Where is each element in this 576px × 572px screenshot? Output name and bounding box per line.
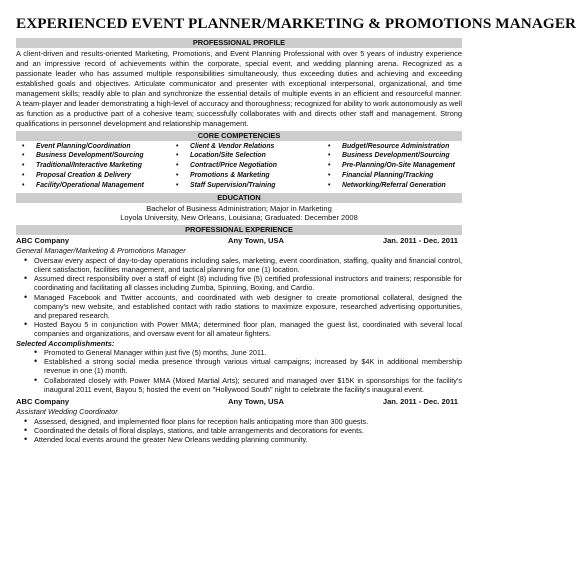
achievement-item: • Collaborated closely with Power MMA (Mixed Martial Arts); secured and managed over $15K in sponsorships for the facility's inaugural 2011 event, Bayou 5; hosted the event on "Hollywood South" night to celebrate the facility's inaugural event. (44, 376, 462, 394)
competency-item: • Financial Planning/Tracking (328, 172, 434, 180)
competency-item: • Location/Site Selection (176, 152, 266, 160)
competency-item: • Event Planning/Coordination (22, 142, 131, 150)
job-company: ABC Company (16, 397, 70, 407)
job-header (16, 236, 462, 246)
competency-item: • Budget/Resource Administration (328, 142, 450, 150)
competencies-grid (16, 142, 462, 191)
achievement-item: • Established a strong social media presence through various virtual campaigns; increased by $4K in additional membership revenue in one (1) month. (44, 357, 462, 375)
resume-title: EXPERIENCED EVENT PLANNER/MARKETING & PROMOTIONS MANAGER (16, 15, 576, 32)
competency-item: • Pre-Planning/On-Site Management (328, 162, 455, 170)
competency-item: • Client & Vendor Relations (176, 142, 275, 150)
competency-item: • Staff Supervision/Training (176, 181, 276, 189)
job-location: Any Town, USA (228, 236, 284, 246)
job-header (16, 397, 462, 407)
competency-item: • Business Development/Sourcing (328, 152, 450, 160)
achievements-heading: Selected Accomplishments: (16, 338, 115, 348)
competency-item: • Networking/Referral Generation (328, 181, 446, 189)
job-dates: Jan. 2011 - Dec. 2011 (382, 236, 458, 246)
competency-item: • Contract/Price Negotiation (176, 162, 277, 170)
achievement-item: • Promoted to General Manager within just five (5) months, June 2011. (44, 348, 462, 357)
job-duties (16, 417, 462, 445)
duty-item: • Attended local events around the greater New Orleans wedding planning community. (34, 435, 462, 444)
profile-text: A client-driven and results-oriented Marketing, Promotions, and Event Planning Professional with over 5 years of industry experience and an impressive record of achievements within the corporate, special event, and wedding planning arena. Recognized as a passionate leader who has assumed multiple responsibilities simultaneously, thus exceeding duties and achieving and exceeding established goals and objectives. Articulate communicator and presenter with exceptional interpersonal, organizational, and time management skills; readily able to plan and synchronize the essential details of multiple events in an efficient and resourceful manner. A team-player and leader demonstrating a high-level of accuracy and thoroughness; recognized for ability to work autonomously as well as function as a productive part of a cohesive team; successfully collaborates with and directs other staff and management. Strong qualifications in personnel development and relationship management. (16, 49, 462, 128)
job-dates: Jan. 2011 - Dec. 2011 (382, 397, 458, 407)
duty-item: • Assumed direct responsibility over a staff of eight (8) including five (5) certified professional instructors and trainers; responsible for coordinating and facilitating all classes including Zumba, Spinning, Boxing, and Cardio. (34, 274, 462, 292)
achievements-list (24, 348, 462, 394)
competency-item: • Promotions & Marketing (176, 172, 270, 180)
duty-item: • Managed Facebook and Twitter accounts, and coordinated with web designer to create promotional collateral, designed the company's new website, and established contact with radio stations to maximize exposure, researched advertising opportunities, and prepared research. (34, 293, 462, 321)
job-entry (16, 397, 462, 444)
job-title: Assistant Wedding Coordinator (16, 407, 118, 417)
job-location: Any Town, USA (228, 397, 284, 407)
section-heading-profile: PROFESSIONAL PROFILE (16, 38, 462, 48)
duty-item: • Oversaw every aspect of day-to-day operations including sales, marketing, event coordination, staffing, quality and financial control, client satisfaction, facilities management, and tactical planning for one (1) location. (34, 256, 462, 274)
competency-item: • Proposal Creation & Delivery (22, 172, 131, 180)
job-duties (16, 256, 462, 339)
duty-item: • Coordinated the details of floral displays, stations, and table arrangements and decorations for events. (34, 426, 462, 435)
section-heading-education: EDUCATION (16, 193, 462, 203)
section-heading-experience: PROFESSIONAL EXPERIENCE (16, 225, 462, 235)
duty-item: • Hosted Bayou 5 in conjunction with Power MMA; determined floor plan, managed the guest list, coordinated with several local companies and organizations, and oversaw event for all amateur fighters. (34, 320, 462, 338)
competency-item: • Traditional/Interactive Marketing (22, 162, 142, 170)
section-heading-competencies: CORE COMPETENCIES (16, 131, 462, 141)
competency-item: • Business Development/Sourcing (22, 152, 144, 160)
education-degree: Bachelor of Business Administration; Major in Marketing (146, 203, 332, 213)
job-company: ABC Company (16, 236, 70, 246)
job-title: General Manager/Marketing & Promotions Manager (16, 246, 186, 256)
job-entry (16, 236, 462, 394)
duty-item: • Assessed, designed, and implemented floor plans for reception halls anticipating more than 300 guests. (34, 417, 462, 426)
education-school: Loyola University, New Orleans, Louisiana; Graduated: December 2008 (120, 213, 358, 223)
competency-item: • Facility/Operational Management (22, 181, 144, 189)
